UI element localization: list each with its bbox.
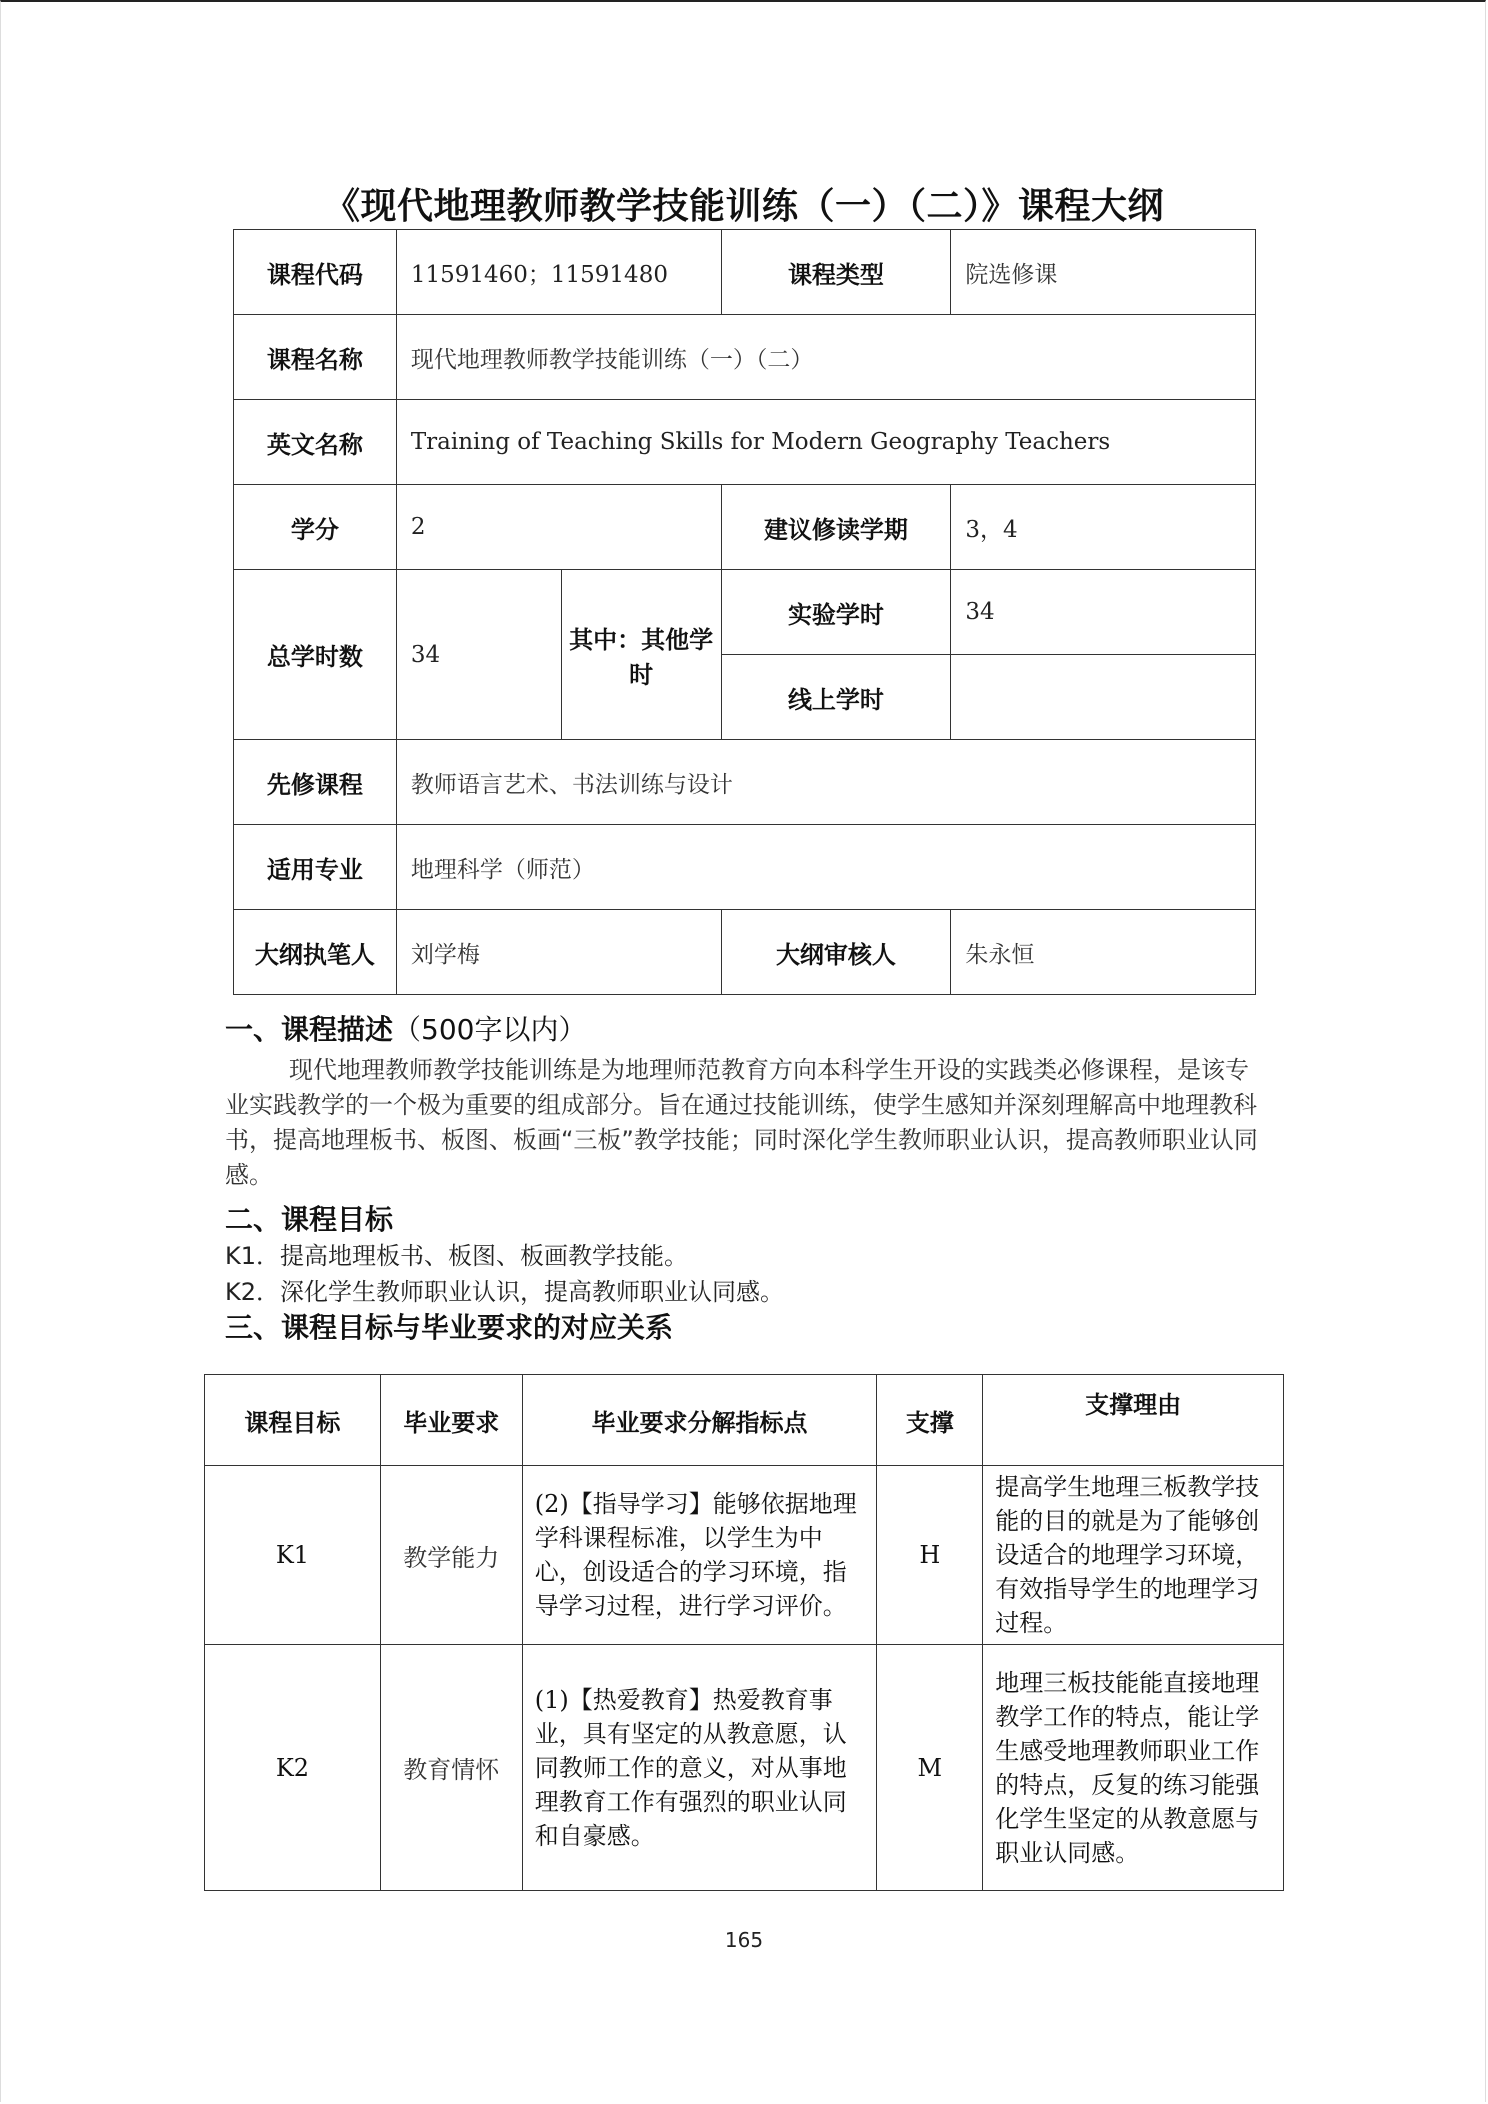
course-code-value: 11591460；11591480	[396, 230, 721, 315]
row-requirement: 教育情怀	[380, 1645, 522, 1891]
document-title: 《现代地理教师教学技能训练（一）（二）》课程大纲	[323, 186, 1164, 227]
goal-k1: K1．提高地理板书、板图、板画教学技能。	[225, 1242, 689, 1270]
semester-label: 建议修读学期	[721, 485, 951, 570]
lab-hours-value: 34	[951, 570, 1256, 655]
table-header-row	[205, 1375, 1284, 1466]
reviewer-label: 大纲审核人	[721, 910, 951, 995]
author-label: 大纲执笔人	[234, 910, 397, 995]
table-row	[234, 400, 1256, 485]
table-row	[234, 230, 1256, 315]
english-name-label: 英文名称	[234, 400, 397, 485]
row-requirement: 教学能力	[380, 1466, 522, 1645]
col-header-support: 支撑	[877, 1375, 983, 1466]
col-header-reason: 支撑理由	[983, 1375, 1284, 1466]
table-row	[234, 570, 1256, 655]
lab-hours-label: 实验学时	[721, 570, 951, 655]
online-hours-value	[951, 655, 1256, 740]
row-reason: 地理三板技能能直接地理教学工作的特点，能让学生感受地理教师职业工作的特点，反复的练习能强化学生坚定的从教意愿与职业认同感。	[983, 1645, 1284, 1891]
course-info-table	[233, 229, 1256, 995]
prerequisite-value: 教师语言艺术、书法训练与设计	[396, 740, 1255, 825]
table-row	[234, 740, 1256, 825]
objective-mapping-table	[204, 1374, 1284, 1891]
course-name-label: 课程名称	[234, 315, 397, 400]
credit-value: 2	[396, 485, 721, 570]
section-1-title: 一、课程描述	[225, 1013, 394, 1046]
course-code-label: 课程代码	[234, 230, 397, 315]
goal-k2: K2．深化学生教师职业认识，提高教师职业认同感。	[225, 1278, 785, 1306]
major-label: 适用专业	[234, 825, 397, 910]
course-description: 现代地理教师教学技能训练是为地理师范教育方向本科学生开设的实践类必修课程，是该专业实践教学的一个极为重要的组成部分。旨在通过技能训练，使学生感知并深刻理解高中地理教科书，提高地理板书、板图、板画“三板”教学技能；同时深化学生教师职业认识，提高教师职业认同感。	[225, 1056, 1258, 1189]
english-name-value: Training of Teaching Skills for Modern Geography Teachers	[396, 400, 1255, 485]
row-reason: 提高学生地理三板教学技能的目的就是为了能够创设适合的地理学习环境，有效指导学生的地理学习过程。	[983, 1466, 1284, 1645]
table-row	[205, 1645, 1284, 1891]
row-goal: K2	[205, 1645, 381, 1891]
row-indicator: (1)【热爱教育】热爱教育事业，具有坚定的从教意愿，认同教师工作的意义，对从事地理教育工作有强烈的职业认同和自豪感。	[522, 1645, 877, 1891]
section-3-heading: 三、课程目标与毕业要求的对应关系	[225, 1311, 674, 1344]
reviewer-value: 朱永恒	[951, 910, 1256, 995]
col-header-requirement: 毕业要求	[380, 1375, 522, 1466]
online-hours-label: 线上学时	[721, 655, 951, 740]
other-hours-label: 其中：其他学时	[561, 570, 721, 740]
row-support: M	[877, 1645, 983, 1891]
table-row	[234, 825, 1256, 910]
row-indicator: (2)【指导学习】能够依据地理学科课程标准，以学生为中心，创设适合的学习环境，指导学习过程，进行学习评价。	[522, 1466, 877, 1645]
table-row	[234, 315, 1256, 400]
col-header-indicator: 毕业要求分解指标点	[522, 1375, 877, 1466]
row-goal: K1	[205, 1466, 381, 1645]
course-type-value: 院选修课	[951, 230, 1256, 315]
page-number: 165	[724, 1928, 764, 1952]
col-header-goal: 课程目标	[205, 1375, 381, 1466]
table-row	[234, 485, 1256, 570]
table-row	[205, 1466, 1284, 1645]
semester-value: 3，4	[951, 485, 1256, 570]
table-row	[234, 910, 1256, 995]
total-hours-value: 34	[396, 570, 561, 740]
major-value: 地理科学（师范）	[396, 825, 1255, 910]
section-1-heading	[225, 1008, 586, 1048]
section-1-note: （500字以内）	[393, 1013, 587, 1046]
section-2-heading: 二、课程目标	[225, 1203, 394, 1236]
total-hours-label: 总学时数	[234, 570, 397, 740]
prerequisite-label: 先修课程	[234, 740, 397, 825]
course-type-label: 课程类型	[721, 230, 951, 315]
row-support: H	[877, 1466, 983, 1645]
course-name-value: 现代地理教师教学技能训练（一）（二）	[396, 315, 1255, 400]
credit-label: 学分	[234, 485, 397, 570]
author-value: 刘学梅	[396, 910, 721, 995]
